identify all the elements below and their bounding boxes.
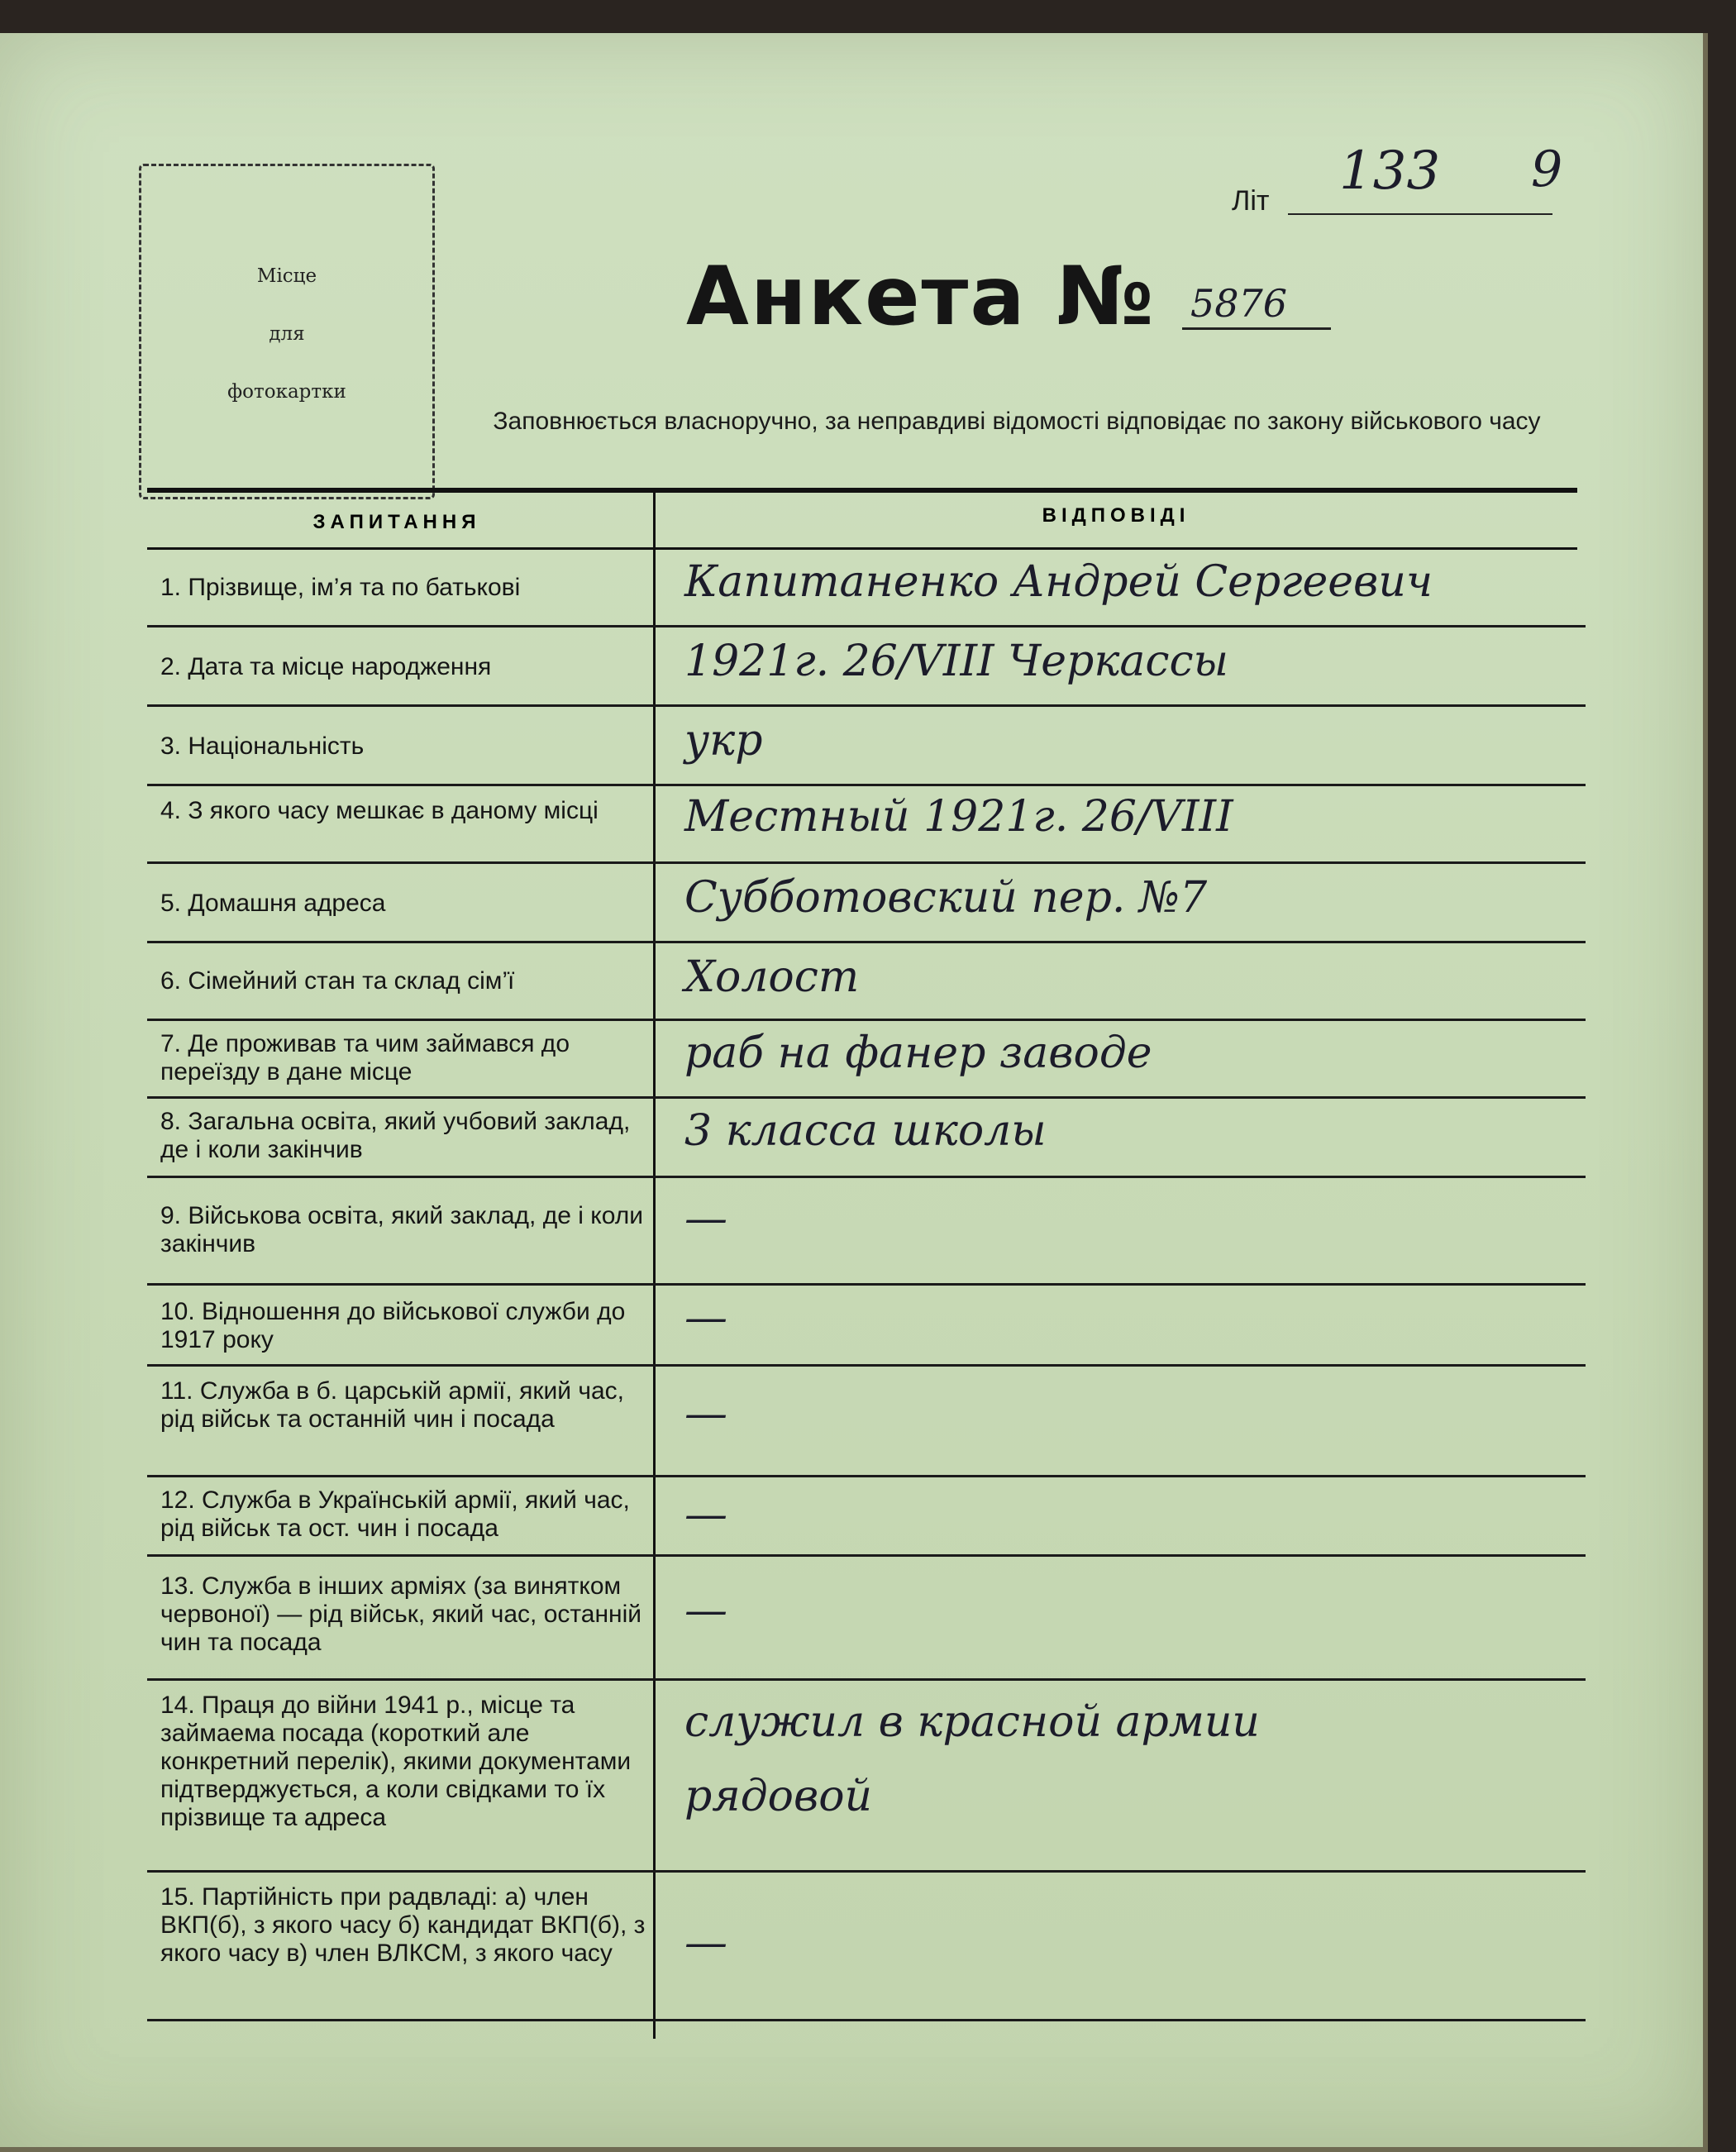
table-row — [147, 1177, 1586, 1286]
answer: укр — [684, 716, 763, 766]
question: 14. Праця до війни 1941 р., місце та займаема посада (короткий але конкретний перелік), якими документами підтверджується, а коли свідками то їх прізвище та адреса — [160, 1692, 632, 1831]
table-row — [147, 785, 1586, 864]
table-top-rule — [147, 488, 1577, 493]
table-row — [147, 1477, 1586, 1557]
answer: Холост — [684, 952, 860, 1002]
answer: Субботовский пер. №7 — [684, 873, 1208, 923]
answer: Капитаненко Андрей Сергеевич — [684, 557, 1433, 607]
question: 12. Служба в Українській армії, який час, рід військ та ост. чин і посада — [160, 1486, 630, 1542]
folio-number: 9 — [1531, 141, 1563, 198]
lit-line — [1288, 213, 1552, 215]
table-row — [147, 1020, 1586, 1099]
question: 15. Партійність при радвладі: а) член ВКП(б), з якого часу б) кандидат ВКП(б), з якого часу в) член ВЛКСМ, з якого часу — [160, 1883, 646, 1967]
table-row — [147, 1872, 1586, 2021]
question: 11. Служба в б. царській армії, який час, рід військ та останній чин і посада — [160, 1377, 624, 1433]
form-number-line — [1182, 327, 1331, 330]
form-number: 5876 — [1190, 281, 1288, 326]
question: 5. Домашня адреса — [160, 890, 386, 917]
table-row — [147, 1680, 1586, 1873]
answer: — — [684, 1389, 727, 1439]
column-header-answers: ВІДПОВІДІ — [1042, 504, 1190, 527]
answer: 1921г. 26/VIII Черкассы — [684, 637, 1228, 686]
table-row — [147, 1285, 1586, 1367]
table-row — [147, 942, 1586, 1021]
answer: 3 класса школы — [684, 1106, 1047, 1156]
table-row — [147, 1556, 1586, 1681]
lit-label: Літ — [1232, 185, 1270, 217]
question: 10. Відношення до військової служби до 1917 року — [160, 1298, 626, 1353]
table-row — [147, 706, 1586, 786]
answer: раб на фанер заводе — [684, 1028, 1152, 1078]
question: 2. Дата та місце народження — [160, 653, 492, 680]
photo-label-3: фотокартки — [227, 381, 346, 403]
table-row — [147, 863, 1586, 943]
answer: служил в красной армии рядовой — [684, 1697, 1260, 1821]
question: 8. Загальна освіта, який учбовий заклад, де і коли закінчив — [160, 1108, 631, 1163]
answer: — — [684, 1293, 727, 1343]
question: 1. Прізвище, ім’я та по батькові — [160, 574, 521, 601]
answer: — — [684, 1586, 727, 1635]
answer: Местный 1921г. 26/VIII — [684, 792, 1233, 842]
instruction-text: Заповнюється власноручно, за неправдиві відомості відповідає по закону військового часу — [493, 408, 1541, 435]
table-row — [147, 1098, 1586, 1178]
table-row — [147, 627, 1586, 707]
photo-label-1: Місце — [256, 265, 317, 287]
question: 4. З якого часу мешкає в даному місці — [160, 797, 599, 824]
answer: — — [684, 1918, 727, 1968]
question: 3. Національність — [160, 732, 365, 760]
photo-label-2: для — [269, 323, 305, 345]
form-sheet — [0, 33, 1708, 2152]
table-row — [147, 1366, 1586, 1477]
column-header-questions: ЗАПИТАННЯ — [312, 511, 481, 533]
table-row — [147, 549, 1586, 627]
photo-placeholder — [139, 164, 435, 499]
form-title: Анкета № — [686, 250, 1156, 344]
answer: — — [684, 1194, 727, 1243]
lit-number: 133 — [1339, 141, 1441, 202]
answer: — — [684, 1490, 727, 1539]
question: 13. Служба в інших арміях (за винятком червоної) — рід військ, який час, останній чин та посада — [160, 1572, 642, 1656]
question: 6. Сімейний стан та склад сім’ї — [160, 967, 515, 995]
question: 9. Військова освіта, який заклад, де і коли закінчив — [160, 1202, 643, 1257]
question: 7. Де проживав та чим займався до переїзду в дане місце — [160, 1030, 570, 1086]
